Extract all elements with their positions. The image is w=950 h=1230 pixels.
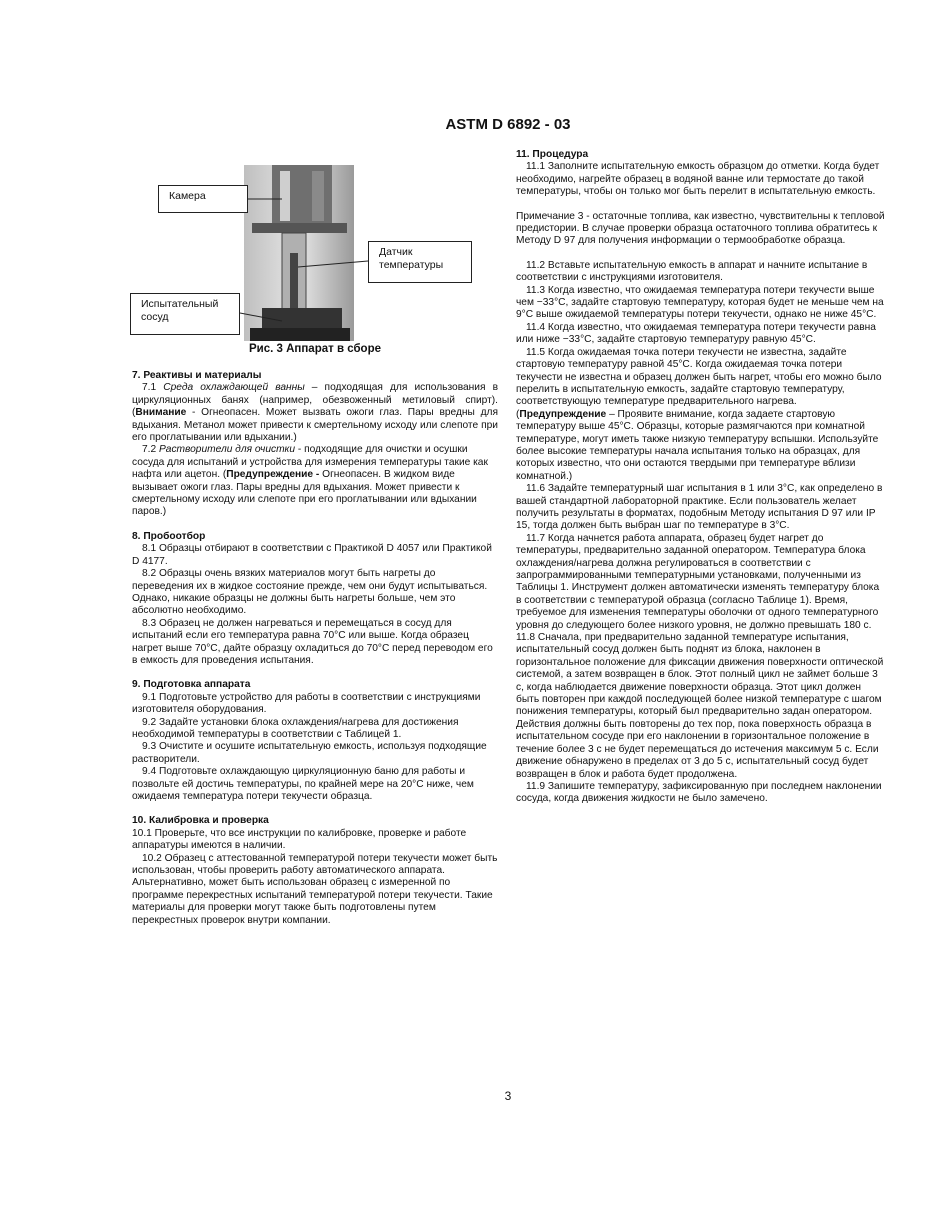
paragraph-9-4: 9.4 Подготовьте охлаждающую циркуляционную баню для работы и позвольте ей достичь температуры, по крайней мере на 20°С ниже, чем ожидаемя температура потери текучести образца. [132, 766, 474, 802]
paragraph-11-7: 11.7 Когда начнется работа аппарата, образец будет нагрет до температуры, предварительно заданной оператором. Температура блока охлаждения/нагрева должна регулироваться в соответствии с запрограммированными температурными установками, полученными из Таблицы 1. Инструмент должен автоматически изменять температуру блока в соответствии с температурой образца (согласно Таблице 1). Время, требуемое для изменения температуры оболочки от одного температурного уровня до следующего более низкого уровня, не должно превышать 180 с. [516, 532, 880, 631]
paragraph-9-1: 9.1 Подготовьте устройство для работы в соответствии с инструкциями изготовителя оборудования. [132, 691, 481, 716]
callout-lines [132, 163, 498, 341]
paragraph-10-2: 10.2 Образец с аттестованной температурой потери текучести может быть использован, чтобы проверить работу автоматического аппарата. Альтернативно, может быть использован образец с измеренной по программе перекрестных испытаний температурой потери текучести. Такие материалы для проверки могут также быть подготовлены путем перекрестных проверок внутри компании. [132, 852, 498, 926]
paragraph-9-3: 9.3 Очистите и осушите испытательную емкость, используя подходящие растворители. [132, 741, 487, 765]
figure-caption: Рис. 3 Аппарат в сборе [248, 343, 381, 355]
section-8-heading: 8. Пробоотбор [132, 530, 206, 542]
section-10-heading: 10. Калибровка и проверка [132, 815, 269, 827]
paragraph-7-1: 7.1 Среда охлаждающей ванны – подходящая для использования в циркуляционных банях (например, обезвоженный метиловый спирт). (Внимание - Огнеопасен. Может вызвать ожоги глаз. Пары вредны для вдыхания. Метанол может привести к смертельному исходу или слепоте при его проглатывании или вдыхании.) [132, 382, 498, 444]
section-11-heading: 11. Процедура [516, 149, 589, 160]
label-temp-sensor: Датчик температуры [368, 241, 472, 283]
note-3: Примечание 3 - остаточные топлива, как известно, чувствительны к тепловой предистории. В случае проверки образца остаточного топлива обратитесь к Методу D 97 для получения информации о термообработке образца. [516, 210, 885, 247]
document-title: ASTM D 6892 - 03 [445, 116, 571, 133]
paragraph-9-2: 9.2 Задайте установки блока охлаждения/нагрева для достижения необходимой температуры в соответствии с Таблицей 1. [132, 716, 459, 740]
paragraph-11-3: 11.3 Когда известно, что ожидаемая температура потери текучести выше чем −33°С, задайте стартовую температуру, которая будет не меньше чем на 9°С выше ожидаемой температуры потери текучести, однако не ниже 45°С. [516, 284, 884, 321]
apparatus-figure [132, 163, 498, 341]
section-7-heading: 7. Реактивы и материалы [132, 370, 262, 381]
paragraph-11-8: 11.8 Сначала, при предварительно заданной температуре испытания, испытательный сосуд должен быть поднят из блока, наклонен в горизонтальное положение для фиксации движения поверхности оптической системой, а затем возвращен в блок. Этот полный цикл не займет больше 3 с, когда наблюдается движение поверхности образца. Этот цикл должен быть повторен при каждой последующей более низкой температуре с шагом понижения температуры, который был предварительно задан оператором. Действия должны быть повторены до тех пор, пока поверхность образца в испытательном сосуде при его наклонении в горизонтальное положение в течение более 3 с не будет перемещаться до истечения максимум 5 с. Если движение обнаружено в пределах от 3 до 5 с, испытательный сосуд будет возвращен в блок и работа будет продолжена. [516, 632, 884, 780]
paragraph-8-1: 8.1 Образцы отбирают в соответствии с Практикой D 4057 или Практикой D 4177. [132, 543, 492, 567]
paragraph-11-4: 11.4 Когда известно, что ожидаемая температура потери текучести равна или ниже −33°С, задайте стартовую температуру равную 45°С. [516, 321, 876, 346]
label-camera: Камера [158, 185, 248, 213]
paragraph-11-6: 11.6 Задайте температурный шаг испытания в 1 или 3°С, как определено в вашей стандартной лабораторной практике. Если пользователь желает получить результаты в форматах, подобным Методу испытания D 97 или IP 15, тогда должен быть выбран шаг по температуре в 3°С. [516, 483, 883, 532]
paragraph-8-2: 8.2 Образцы очень вязких материалов могут быть нагреты до переведения их в жидкое состояние прежде, чем они будут испытываться. Однако, никакие образцы не должны быть нагреты больше, чем это абсолютно необходимо. [132, 568, 488, 617]
paragraph-11-1: 11.1 Заполните испытательную емкость образцом до отметки. Когда будет необходимо, нагрейте образец в водяной ванне или термостате до такой температуры, чтобы он только мог быть перелит в испытательную емкость. [516, 161, 880, 198]
paragraph-11-9: 11.9 Запишите температуру, зафиксированную при последнем наклонении сосуда, когда движения жидкости не было замечено. [516, 780, 882, 805]
right-column [516, 149, 886, 806]
page-number: 3 [504, 1089, 512, 1103]
left-column [132, 370, 498, 927]
paragraph-7-2: 7.2 Растворители для очистки - подходящие для очистки и осушки сосуда для испытаний и устройства для измерения температуры такие как нафта или ацетон. (Предупреждение - Огнеопасен. В жидком виде вызывает ожоги глаз. Пары вредны для вдыхания. Может привести к смертельному исходу или слепоте при его проглатывании или вдыхании паров.) [132, 444, 488, 518]
paragraph-11-2: 11.2 Вставьте испытательную емкость в аппарат и начните испытание в соответствии с инструкциями изготовителя. [516, 259, 868, 284]
paragraph-11-5: 11.5 Когда ожидаемая точка потери текучести не известна, задайте стартовую температуру равной 45°С. Когда ожидаемая точка потери текучести не известна и образец должен быть нагрет, чтобы его можно было перелить в испытательную емкость, задайте стартовую температуру, соответствующую температуре предварительного нагрева. (Предупреждение – Проявите внимание, когда задаете стартовую температуру выше 45°С. Образцы, которые размягчаются при комнатной температуре, могут иметь также низкую температуру вспышки. Используйте более высокие температуры начала испытания только на образцах, для которых известно, что они остаются твердыми при температуре вблизи комнатной.) [516, 346, 882, 482]
paragraph-8-3: 8.3 Образец не должен нагреваться и перемещаться в сосуд для испытаний если его температура равна 70°С или выше. Когда образец нагрет выше 70°С, дайте образцу охладиться до 70°С перед переводом его в емкость для проведения испытания. [132, 617, 493, 666]
label-test-vessel: Испытательный сосуд [130, 293, 240, 335]
paragraph-10-1: 10.1 Проверьте, что все инструкции по калибровке, проверке и работе аппаратуры имеются в наличии. [132, 827, 467, 852]
section-9-heading: 9. Подготовка аппарата [132, 679, 251, 691]
